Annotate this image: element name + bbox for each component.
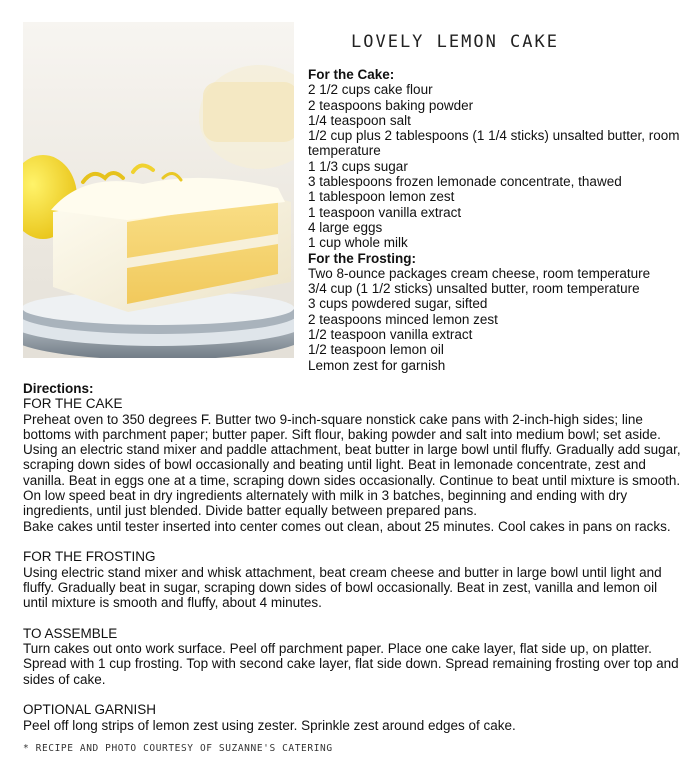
recipe-title: LOVELY LEMON CAKE [351, 32, 559, 52]
ingredient-item: 1/2 cup plus 2 tablespoons (1 1/4 sticks) unsalted butter, room temperature [308, 128, 680, 159]
ingredients-section [308, 67, 688, 373]
ingredient-item: 2 1/2 cups cake flour [308, 82, 433, 98]
spacer [23, 534, 683, 549]
ingredient-item: 1/2 teaspoon lemon oil [308, 342, 444, 358]
directions-heading: Directions: [23, 381, 94, 396]
ingredient-item: 1 cup whole milk [308, 235, 408, 251]
spacer [23, 610, 683, 625]
ingredient-item: 3 tablespoons frozen lemonade concentrate, thawed [308, 174, 622, 190]
ingredient-item: 3/4 cup (1 1/2 sticks) unsalted butter, room temperature [308, 281, 640, 297]
spacer [23, 687, 683, 702]
assemble-steps-paragraph: Turn cakes out onto work surface. Peel off parchment paper. Place one cake layer, flat side up, on platter. Spread with 1 cup frosting. Top with second cake layer, flat side down. Spread remaining frosting over top and sides of cake. [23, 641, 679, 687]
recipe-credit: * RECIPE AND PHOTO COURTESY OF SUZANNE'S CATERING [23, 743, 333, 754]
lemon-cake-photo [23, 22, 294, 358]
frosting-ingredients-heading: For the Frosting: [308, 250, 416, 266]
cake-steps-heading: FOR THE CAKE [23, 396, 123, 412]
lemon-cake-illustration [23, 22, 294, 358]
ingredient-item: 1/4 teaspoon salt [308, 112, 411, 128]
ingredient-item: 2 teaspoons minced lemon zest [308, 311, 498, 327]
ingredient-item: 1 teaspoon vanilla extract [308, 204, 462, 220]
garnish-steps-paragraph: Peel off long strips of lemon zest using zester. Sprinkle zest around edges of cake. [23, 717, 516, 733]
ingredient-item: 1 tablespoon lemon zest [308, 189, 455, 205]
frosting-steps-heading: FOR THE FROSTING [23, 549, 156, 565]
ingredient-item: Lemon zest for garnish [308, 357, 446, 373]
ingredient-item: 2 teaspoons baking powder [308, 97, 474, 113]
ingredient-item: 4 large eggs [308, 219, 383, 235]
cake-steps-paragraph: Preheat oven to 350 degrees F. Butter two 9-inch-square nonstick cake pans with 2-inch-high sides; line bottoms with parchment paper; butter paper. Sift flour, baking powder and salt into medium bowl; set aside. Using an electric stand mixer and paddle attachment, beat butter in large bowl until fluffy. Gradually add sugar, scraping down sides of bowl occasionally and beating until light. Beat in lemonade concentrate, zest and vanilla. Beat in eggs one at a time, scraping down sides occasionally. Continue to beat until mixture is smooth. On low speed beat in dry ingredients alternately with milk in 3 batches, beginning and ending with dry ingredients, until just blended. Divide batter equally between prepared pans. [23, 411, 681, 519]
ingredient-item: 3 cups powdered sugar, sifted [308, 296, 488, 312]
cake-bake-paragraph: Bake cakes until tester inserted into center comes out clean, about 25 minutes. Cool cakes in pans on racks. [23, 518, 671, 534]
garnish-steps-heading: OPTIONAL GARNISH [23, 702, 157, 718]
ingredient-item: Two 8-ounce packages cream cheese, room temperature [308, 265, 651, 281]
cake-ingredients-heading: For the Cake: [308, 67, 395, 82]
frosting-steps-paragraph: Using electric stand mixer and whisk attachment, beat cream cheese and butter in large bowl until light and fluffy. Gradually beat in sugar, scraping down sides of bowl occasionally. Beat in zest, vanilla and lemon oil until mixture is smooth and fluffy, about 4 minutes. [23, 564, 662, 611]
ingredient-item: 1 1/3 cups sugar [308, 158, 408, 174]
directions-section [23, 381, 683, 733]
assemble-steps-heading: TO ASSEMBLE [23, 625, 118, 641]
ingredient-item: 1/2 teaspoon vanilla extract [308, 327, 473, 343]
